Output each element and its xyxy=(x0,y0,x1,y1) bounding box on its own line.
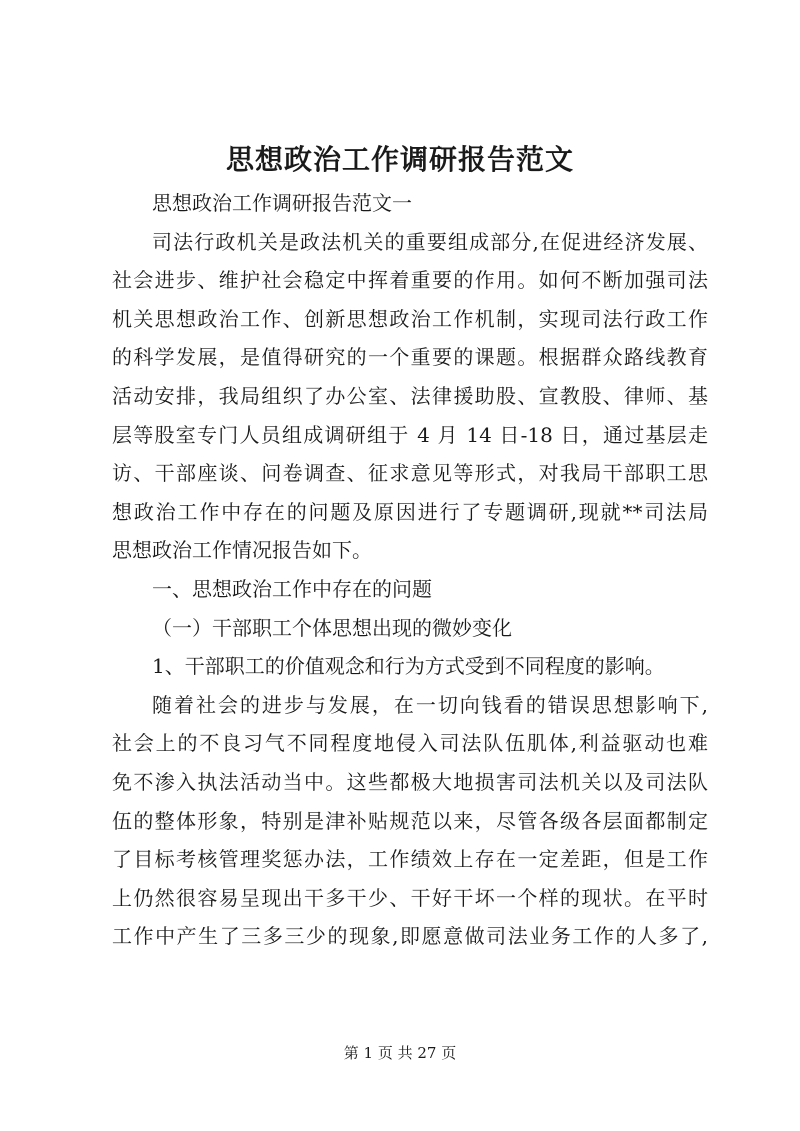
section-heading: 一、思想政治工作中存在的问题 xyxy=(152,576,432,601)
item-heading: 1、干部职工的价值观念和行为方式受到不同程度的影响。 xyxy=(152,654,665,679)
section-heading: 思想政治工作调研报告范文一 xyxy=(152,191,412,215)
document-body xyxy=(112,184,708,956)
subsection-heading: （一）干部职工个体思想出现的微妙变化 xyxy=(152,615,512,640)
paragraph-line: 思想政治工作情况报告如下。 xyxy=(112,538,372,563)
paragraph-line: 社会进步、维护社会稳定中挥着重要的作用。如何不断加强司法 xyxy=(112,268,708,293)
paragraph-line: 活动安排，我局组织了办公室、法律援助股、宣教股、律师、基 xyxy=(112,383,708,408)
paragraph-line: 上仍然很容易呈现出干多干少、干好干坏一个样的现状。在平时 xyxy=(112,885,708,910)
paragraph-line: 工作中产生了三多三少的现象,即愿意做司法业务工作的人多了, xyxy=(112,924,708,949)
paragraph-line: 伍的整体形象，特别是津补贴规范以来，尽管各级各层面都制定 xyxy=(112,808,708,833)
document-title: 思想政治工作调研报告范文 xyxy=(225,143,574,176)
paragraph-line: 层等股室专门人员组成调研组于 4 月 14 日-18 日，通过基层走 xyxy=(112,422,708,447)
paragraph-line: 了目标考核管理奖惩办法，工作绩效上存在一定差距，但是工作 xyxy=(112,847,708,872)
paragraph-line: 随着社会的进步与发展，在一切向钱看的错误思想影响下, xyxy=(152,692,708,717)
page-footer: 第 1 页 共 27 页 xyxy=(343,1044,457,1062)
paragraph-line: 社会上的不良习气不同程度地侵入司法队伍肌体,利益驱动也难 xyxy=(112,731,708,756)
paragraph-line: 想政治工作中存在的问题及原因进行了专题调研,现就**司法局 xyxy=(112,499,708,524)
paragraph-line: 免不渗入执法活动当中。这些都极大地损害司法机关以及司法队 xyxy=(112,769,708,794)
paragraph-line: 访、干部座谈、问卷调查、征求意见等形式，对我局干部职工思 xyxy=(112,461,708,486)
paragraph-line: 的科学发展，是值得研究的一个重要的课题。根据群众路线教育 xyxy=(112,345,708,370)
paragraph-line: 机关思想政治工作、创新思想政治工作机制，实现司法行政工作 xyxy=(112,306,708,331)
paragraph-line: 司法行政机关是政法机关的重要组成部分,在促进经济发展、 xyxy=(152,229,708,254)
